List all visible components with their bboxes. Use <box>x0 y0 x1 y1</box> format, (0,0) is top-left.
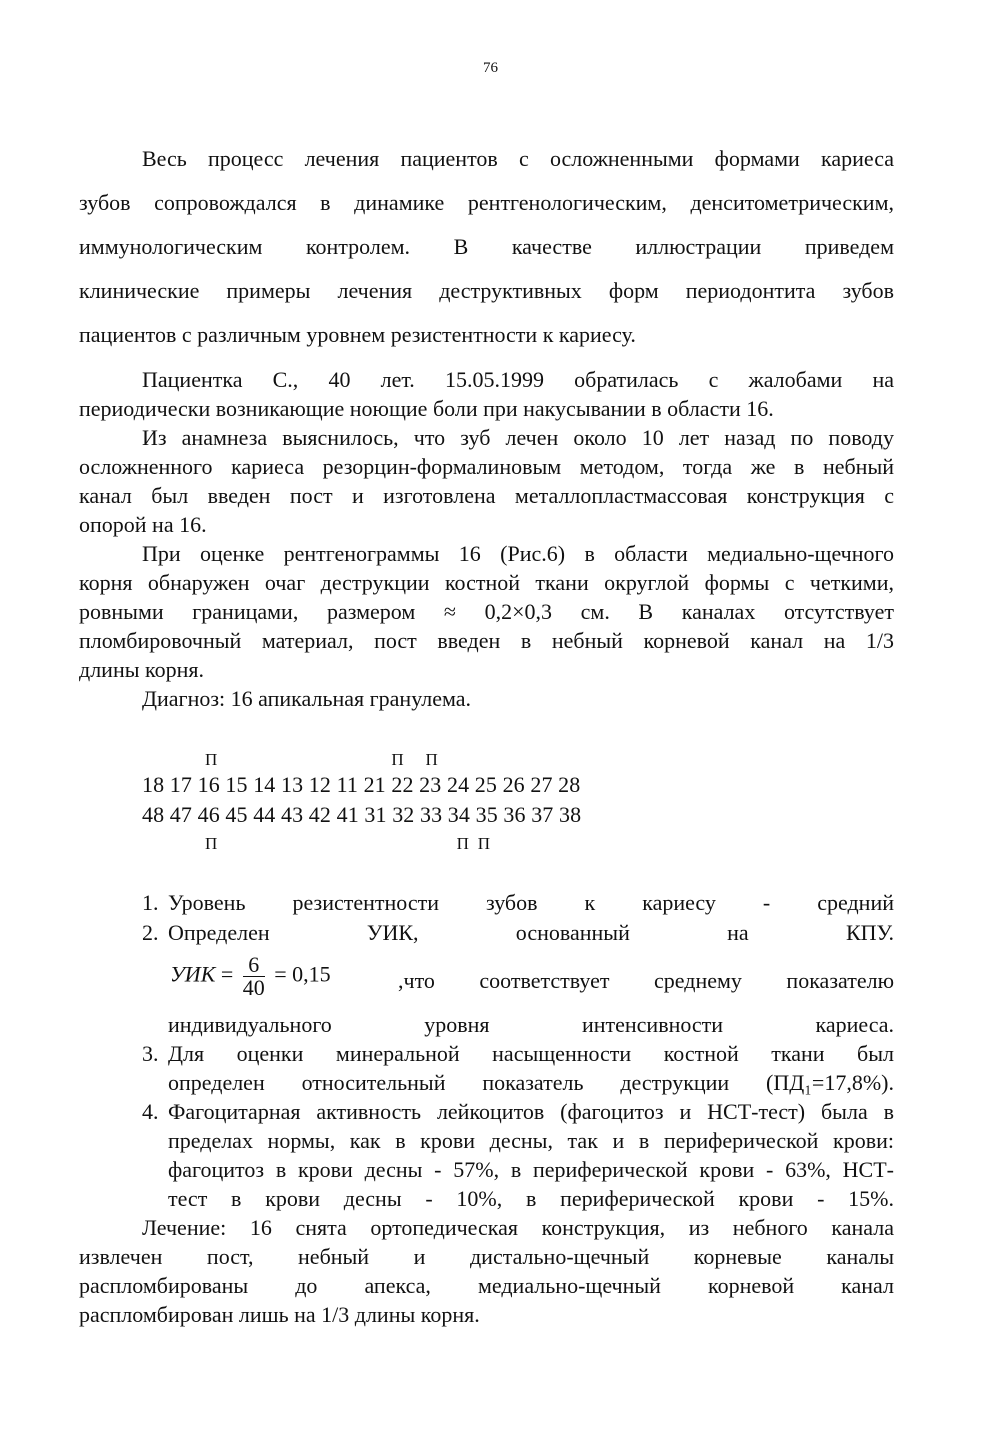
formula-lhs: УИК <box>170 961 216 987</box>
case-line-3: Из анамнеза выяснилось, что зуб лечен около 10 лет назад по поводу <box>142 425 894 450</box>
case-line-2: периодически возникающие ноющие боли при накусывании в области 16. <box>79 396 774 421</box>
formula-denominator: 40 <box>242 975 265 1000</box>
case-line-8: корня обнаружен очаг деструкции костной ткани округлой формы с четкими, <box>79 570 894 595</box>
case-line-9: ровными границами, размером ≈ 0,2×0,3 см. В каналах отсутствует <box>79 599 894 624</box>
case-line-4: осложненного кариеса резорцин-формалиновым методом, тогда же в небный <box>79 454 894 479</box>
list-num-3: 3. <box>142 1041 159 1066</box>
list-item-4-line-4: тест в крови десны - 10%, в периферической крови - 15%. <box>168 1186 894 1211</box>
list-item-3-line-2: определен относительный показатель деструкции (ПД₁=17,8%). <box>168 1070 894 1095</box>
dental-upper-row: 18 17 16 15 14 13 12 11 21 22 23 24 25 26 27 28 <box>142 772 581 797</box>
case-line-10: пломбировочный материал, пост введен в небный корневой канал на 1/3 <box>79 628 894 653</box>
intro-line-4: клинические примеры лечения деструктивных форм периодонтита зубов <box>79 278 894 303</box>
intro-line-3: иммунологическим контролем. В качестве иллюстрации приведем <box>79 234 894 259</box>
list-num-1: 1. <box>142 890 159 915</box>
diagnosis-line: Диагноз: 16 апикальная гранулема. <box>142 686 472 711</box>
treatment-line-4: распломбирован лишь на 1/3 длины корня. <box>79 1302 480 1327</box>
dental-lower-row: 48 47 46 45 44 43 42 41 31 32 33 34 35 36 37 38 <box>142 802 582 827</box>
list-num-4: 4. <box>142 1099 159 1124</box>
formula-text: ,что соответствует среднему показателю <box>398 968 894 993</box>
case-line-6: опорой на 16. <box>79 512 207 537</box>
page-number: 76 <box>483 60 498 76</box>
case-line-11: длины корня. <box>79 657 204 682</box>
intro-line-1: Весь процесс лечения пациентов с осложненными формами кариеса <box>142 146 894 171</box>
list-item-4-line-3: фагоцитоз в крови десны - 57%, в периферической крови - 63%, НСТ- <box>168 1157 894 1182</box>
formula-continuation: индивидуального уровня интенсивности кариеса. <box>168 1012 894 1037</box>
formula-eq: = <box>220 961 234 987</box>
formula-numerator: 6 <box>243 954 265 977</box>
list-item-4-line-1: Фагоцитарная активность лейкоцитов (фагоцитоз и НСТ-тест) была в <box>168 1099 894 1124</box>
list-item-2: Определен УИК, основанный на КПУ. <box>168 920 894 945</box>
treatment-line-1: Лечение: 16 снята ортопедическая конструкция, из небного канала <box>142 1215 894 1240</box>
case-line-1: Пациентка С., 40 лет. 15.05.1999 обратилась с жалобами на <box>142 367 894 392</box>
list-item-4-line-2: пределах нормы, как в крови десны, так и в периферической крови: <box>168 1128 894 1153</box>
dental-lower-marks: П П П <box>205 834 491 853</box>
intro-line-2: зубов сопровождался в динамике рентгенологическим, денситометрическим, <box>79 190 894 215</box>
formula-fraction <box>243 954 265 999</box>
formula-result: = 0,15 <box>274 961 331 987</box>
dental-upper-marks: П П П <box>205 750 438 769</box>
list-item-1: Уровень резистентности зубов к кариесу - средний <box>168 890 894 915</box>
treatment-line-2: извлечен пост, небный и дистально-щечный корневые каналы <box>79 1244 894 1269</box>
list-num-2: 2. <box>142 920 159 945</box>
treatment-line-3: распломбированы до апекса, медиально-щечный корневой канал <box>79 1273 894 1298</box>
case-line-5: канал был введен пост и изготовлена металлопластмассовая конструкция с <box>79 483 894 508</box>
case-line-7: При оценке рентгенограммы 16 (Рис.6) в области медиально-щечного <box>142 541 894 566</box>
intro-line-5: пациентов с различным уровнем резистентности к кариесу. <box>79 322 636 347</box>
list-item-3-line-1: Для оценки минеральной насыщенности костной ткани был <box>168 1041 894 1066</box>
